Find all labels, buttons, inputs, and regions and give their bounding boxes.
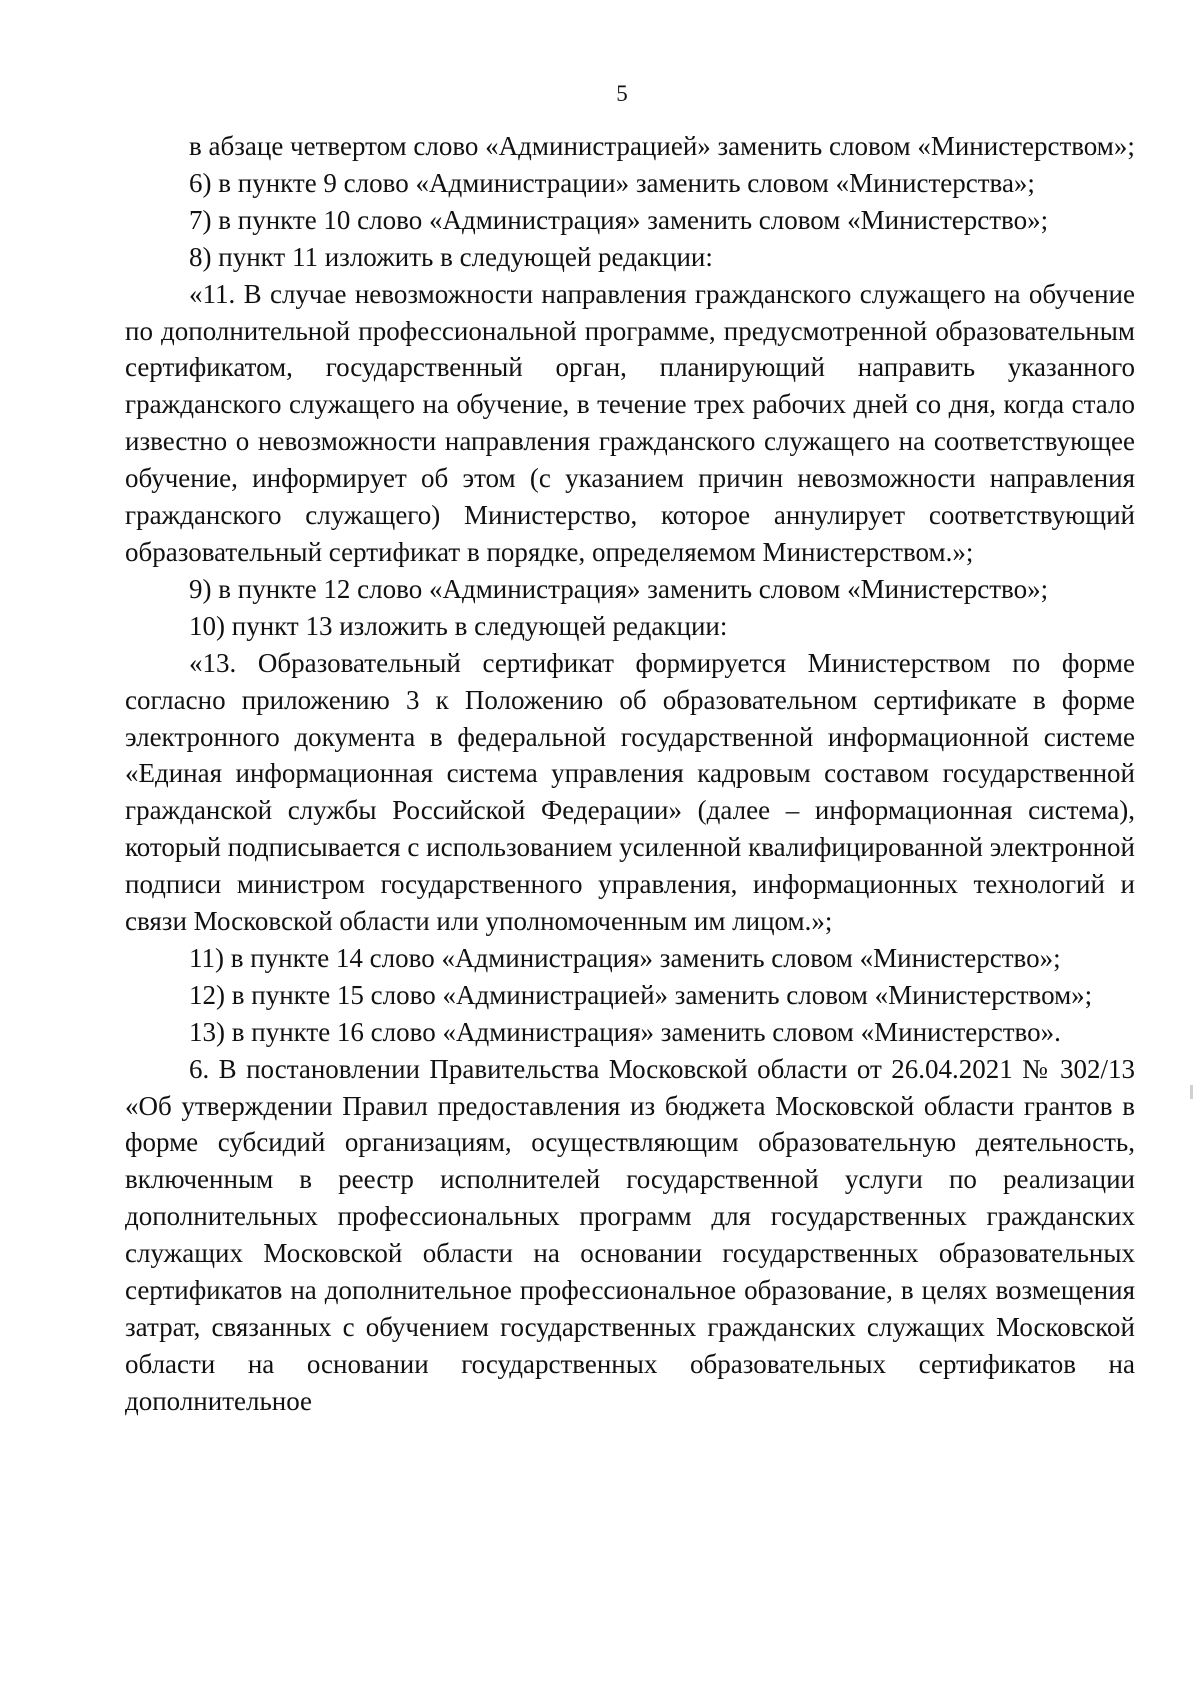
paragraph-item-13: 13) в пункте 16 слово «Администрация» заменить словом «Министерство». xyxy=(189,1016,1061,1047)
paragraph-section-6: 6. В постановлении Правительства Московской области от 26.04.2021 № 302/13 «Об утверждении Правил предоставления из бюджета Московской области грантов в форме субсидий организациям, осуществляющим образовательную деятельность, включенным в реестр исполнителей государственной услуги по реализации дополнительных профессиональных программ для государственных гражданских служащих Московской области на основании государственных образовательных сертификатов на дополнительное профессиональное образование, в целях возмещения затрат, связанных с обучением государственных гражданских служащих Московской области на основании государственных образовательных сертификатов на дополнительное xyxy=(125,1053,1135,1416)
paragraph-item-10: 10) пункт 13 изложить в следующей редакции: xyxy=(189,610,728,641)
paragraph-item-12: 12) в пункте 15 слово «Администрацией» заменить словом «Министерством»; xyxy=(189,979,1093,1010)
page-number: 5 xyxy=(616,81,628,106)
paragraph-abzac-chetvertyi: в абзаце четвертом слово «Администрацией» заменить словом «Министерством»; xyxy=(189,131,1135,161)
paragraph-punkt-11-text: «11. В случае невозможности направления гражданского служащего на обучение по дополнительной профессиональной программе, предусмотренной образовательным сертификатом, государственный орган, планирующий направить указанного гражданского служащего на обучение, в течение трех рабочих дней со дня, когда стало известно о невозможности направления гражданского служащего на соответствующее обучение, информирует об этом (с указанием причин невозможности направления гражданского служащего) Министерство, которое аннулирует соответствующий образовательный сертификат в порядке, определяемом Министерством.»; xyxy=(125,278,1135,567)
paragraph-punkt-13-text: «13. Образовательный сертификат формируется Министерством по форме согласно приложению 3 к Положению об образовательном сертификате в форме электронного документа в федеральной государственной информационной системе «Единая информационная система управления кадровым составом государственной гражданской службы Российской Федерации» (далее – информационная система), который подписывается с использованием усиленной квалифицированной электронной подписи министром государственного управления, информационных технологий и связи Московской области или уполномоченным им лицом.»; xyxy=(125,647,1135,937)
document-body xyxy=(125,128,1135,1420)
paragraph-item-6: 6) в пункте 9 слово «Администрации» заменить словом «Министерства»; xyxy=(189,167,1035,198)
paragraph-item-8: 8) пункт 11 изложить в следующей редакции: xyxy=(189,241,713,272)
paragraph-item-11: 11) в пункте 14 слово «Администрация» заменить словом «Министерство»; xyxy=(189,942,1061,973)
scan-edge-mark xyxy=(1190,1085,1193,1099)
paragraph-item-9: 9) в пункте 12 слово «Администрация» заменить словом «Министерство»; xyxy=(189,573,1049,604)
paragraph-item-7: 7) в пункте 10 слово «Администрация» заменить словом «Министерство»; xyxy=(189,204,1049,235)
